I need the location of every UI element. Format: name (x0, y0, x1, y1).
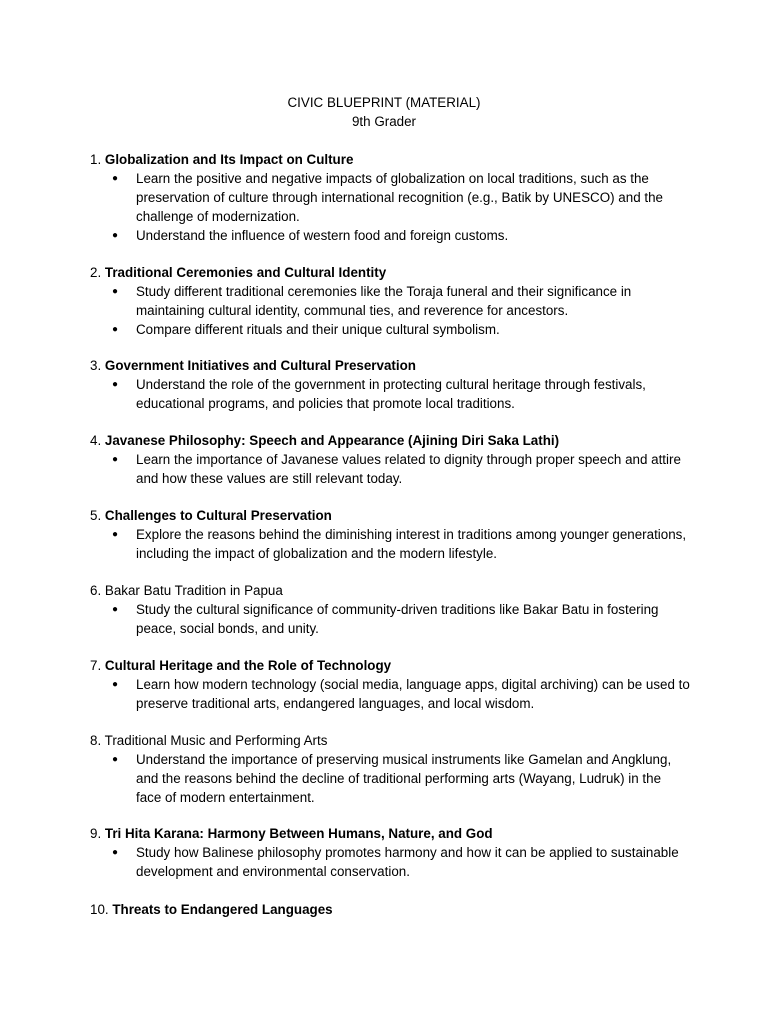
bullet-item (90, 169, 690, 226)
bullet-text: Learn the positive and negative impacts of globalization on local traditions, such as the preservation of culture through international recognition (e.g., Batik by UNESCO) and the challenge of modernization. (136, 171, 663, 224)
section-number: 10. (90, 902, 109, 917)
section-4 (90, 431, 690, 488)
section-2 (90, 263, 690, 339)
section-number: 4. (90, 433, 102, 448)
bullet-item (90, 525, 690, 563)
section-title: Traditional Ceremonies and Cultural Identity (104, 265, 387, 280)
section-1 (90, 150, 690, 245)
bullet-text: Learn how modern technology (social media, language apps, digital archiving) can be used to preserve traditional arts, endangered languages, and local wisdom. (136, 677, 690, 711)
bullet-list (90, 843, 690, 881)
bullet-item (90, 843, 690, 881)
bullet-dot-icon: ● (112, 379, 119, 390)
bullet-text: Explore the reasons behind the diminishing interest in traditions among younger generations, including the impact of globalization and the modern lifestyle. (136, 527, 687, 561)
bullet-list (90, 675, 690, 713)
section-heading (90, 900, 690, 919)
section-number: 5. (90, 508, 102, 523)
bullet-item (90, 750, 690, 807)
bullet-list (90, 600, 690, 638)
document-subtitle: 9th Grader (351, 114, 416, 129)
bullet-text: Study how Balinese philosophy promotes harmony and how it can be applied to sustainable development and environmental conservation. (136, 845, 679, 879)
bullet-text: Understand the importance of preserving musical instruments like Gamelan and Angklung, and the reasons behind the decline of traditional performing arts (Wayang, Ludruk) in the face of modern entertainment. (136, 752, 672, 805)
section-title: Tri Hita Karana: Harmony Between Humans, Nature, and God (104, 826, 493, 841)
bullet-dot-icon: ● (112, 324, 119, 335)
bullet-item (90, 282, 690, 320)
bullet-dot-icon: ● (112, 679, 119, 690)
section-title: Challenges to Cultural Preservation (104, 508, 332, 523)
bullet-dot-icon: ● (112, 454, 119, 465)
bullet-text: Study different traditional ceremonies like the Toraja funeral and their significance in maintaining cultural identity, communal ties, and reverence for ancestors. (136, 284, 632, 318)
section-number: 9. (90, 826, 102, 841)
bullet-item (90, 226, 690, 245)
section-title: Globalization and Its Impact on Culture (104, 152, 354, 167)
bullet-item (90, 450, 690, 488)
bullet-list (90, 450, 690, 488)
bullet-dot-icon: ● (112, 173, 119, 184)
bullet-text: Learn the importance of Javanese values related to dignity through proper speech and attire and how these values are still relevant today. (136, 452, 681, 486)
section-heading (90, 150, 690, 169)
bullet-list (90, 525, 690, 563)
section-heading (90, 263, 690, 282)
section-heading (90, 356, 690, 375)
bullet-list (90, 169, 690, 245)
section-number: 7. (90, 658, 102, 673)
bullet-dot-icon: ● (112, 286, 119, 297)
section-title: Traditional Music and Performing Arts (104, 733, 328, 748)
section-heading (90, 506, 690, 525)
section-9 (90, 824, 690, 881)
bullet-dot-icon: ● (112, 604, 119, 615)
section-heading (90, 656, 690, 675)
section-title: Cultural Heritage and the Role of Technology (104, 658, 392, 673)
section-5 (90, 506, 690, 563)
bullet-text: Study the cultural significance of community-driven traditions like Bakar Batu in fostering peace, social bonds, and unity. (136, 602, 659, 636)
section-number: 2. (90, 265, 102, 280)
bullet-dot-icon: ● (112, 847, 119, 858)
section-heading (90, 731, 690, 750)
bullet-item (90, 675, 690, 713)
section-number: 8. (90, 733, 102, 748)
section-number: 6. (90, 583, 102, 598)
bullet-dot-icon: ● (112, 230, 119, 241)
section-number: 3. (90, 358, 102, 373)
document-title: CIVIC BLUEPRINT (MATERIAL) (287, 95, 481, 110)
section-title: Threats to Endangered Languages (112, 902, 333, 917)
bullet-item (90, 375, 690, 413)
section-6 (90, 581, 690, 638)
bullet-list (90, 750, 690, 807)
section-3 (90, 356, 690, 413)
section-7 (90, 656, 690, 713)
section-heading (90, 431, 690, 450)
bullet-item (90, 600, 690, 638)
bullet-dot-icon: ● (112, 529, 119, 540)
section-heading (90, 581, 690, 600)
bullet-dot-icon: ● (112, 754, 119, 765)
section-8 (90, 731, 690, 807)
bullet-item (90, 320, 690, 339)
bullet-text: Understand the role of the government in protecting cultural heritage through festivals, educational programs, and policies that promote local traditions. (136, 377, 646, 411)
bullet-list (90, 375, 690, 413)
bullet-list (90, 282, 690, 339)
bullet-text: Understand the influence of western food and foreign customs. (136, 228, 509, 243)
section-heading (90, 824, 690, 843)
section-title: Bakar Batu Tradition in Papua (104, 583, 283, 598)
section-number: 1. (90, 152, 102, 167)
bullet-text: Compare different rituals and their unique cultural symbolism. (136, 322, 500, 337)
section-title: Javanese Philosophy: Speech and Appearance (Ajining Diri Saka Lathi) (104, 433, 560, 448)
section-10 (90, 900, 690, 919)
section-title: Government Initiatives and Cultural Preservation (104, 358, 416, 373)
